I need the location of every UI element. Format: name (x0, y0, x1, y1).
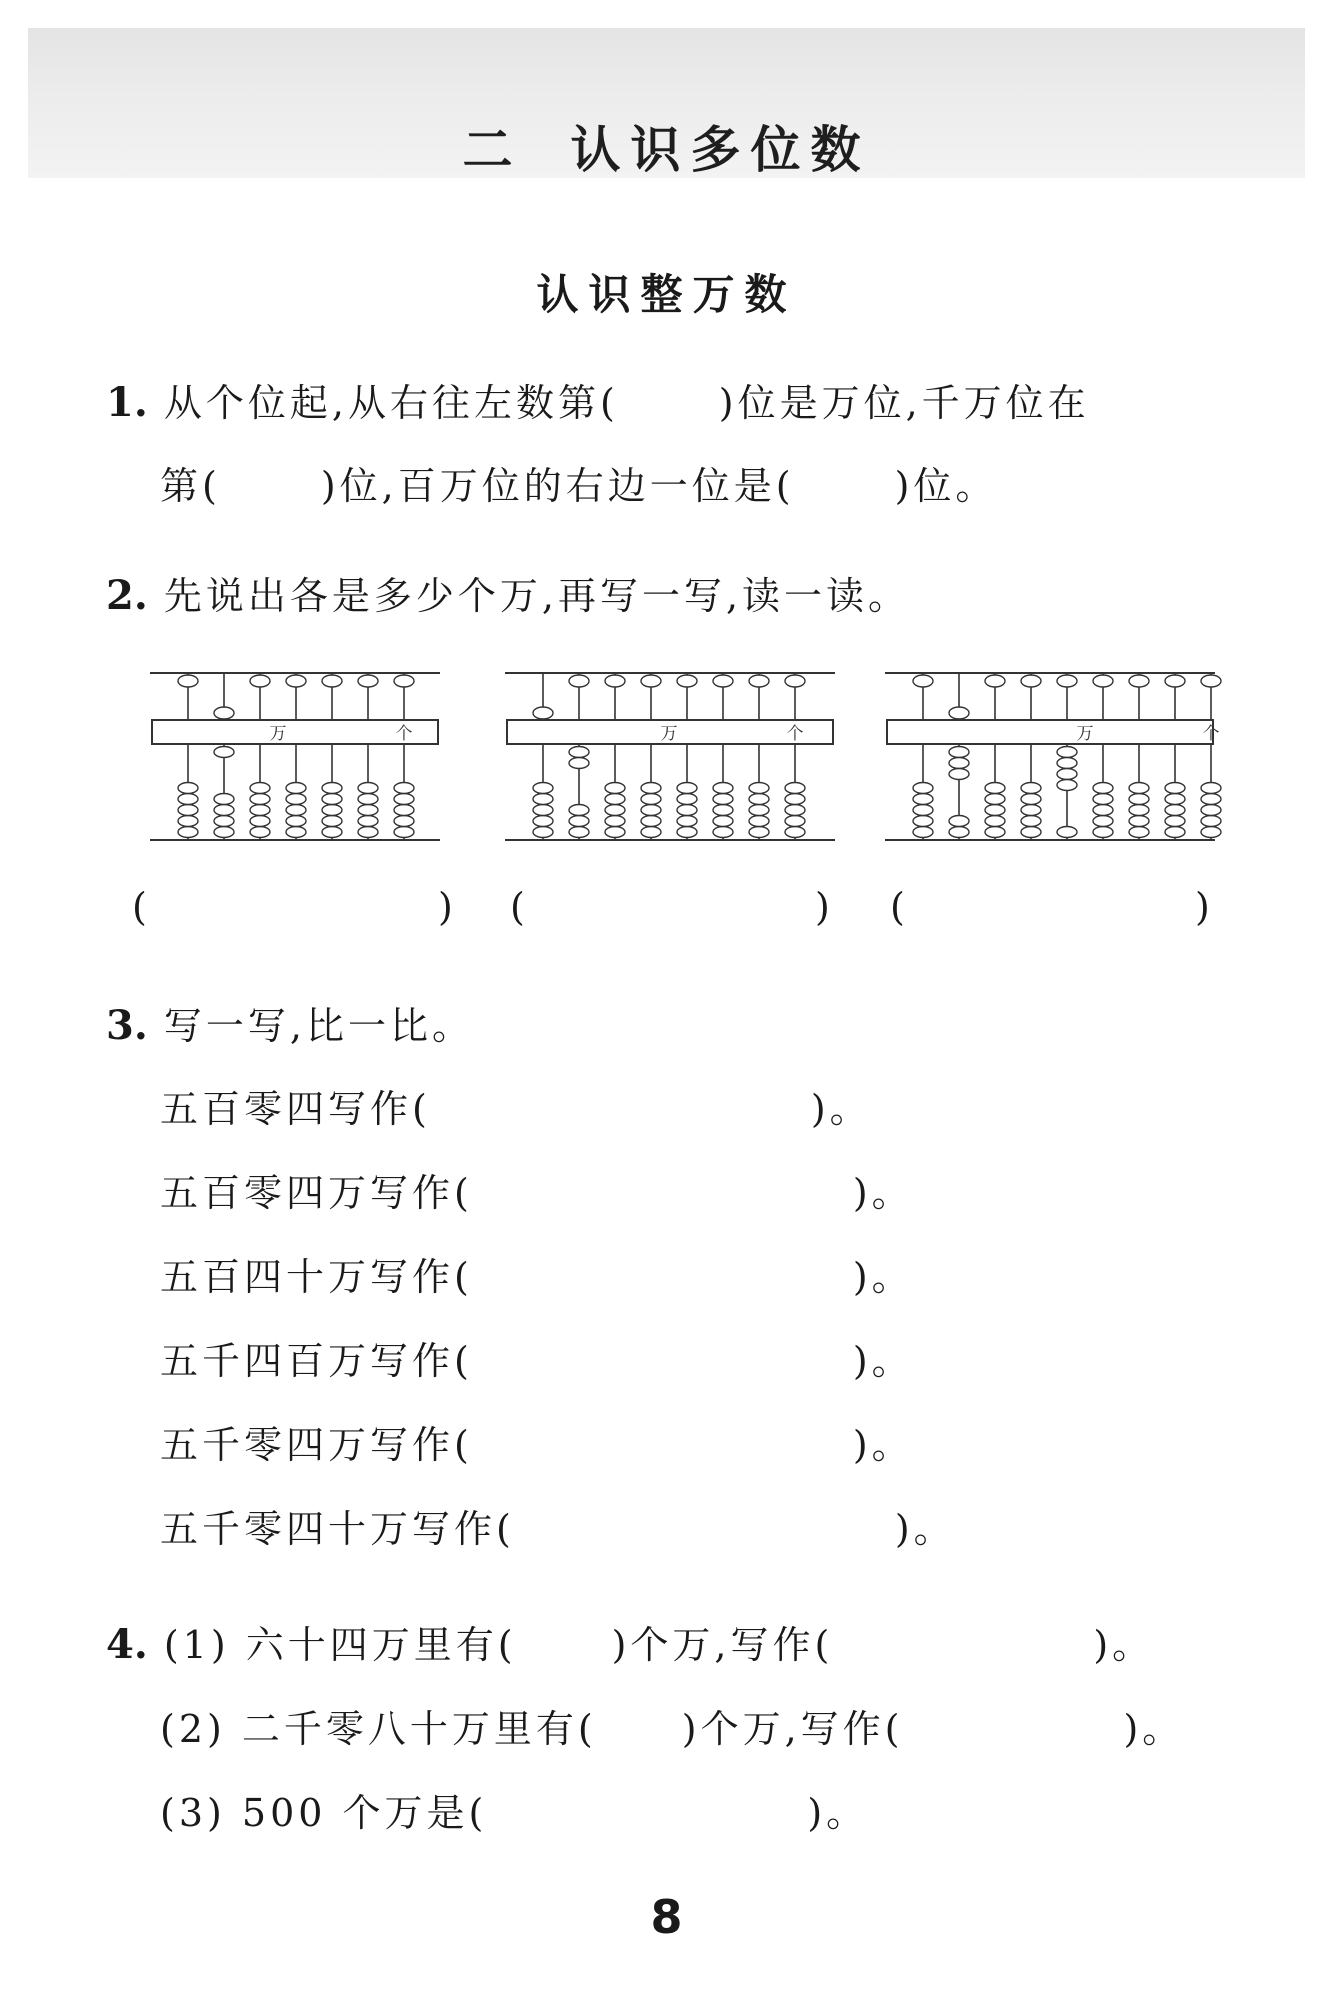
abacus-upper-bead (641, 675, 661, 687)
abacus-lower-bead-down (1129, 794, 1149, 805)
q3-item-6-text: 五千零四十万写作( (160, 1507, 515, 1551)
abacus-lower-bead-down (605, 816, 625, 827)
q3-line (106, 995, 474, 1050)
abacus-lower-bead-down (214, 816, 234, 827)
q4-item-3-text-a: 500 个万是( (241, 1791, 488, 1835)
abacus-lower-bead-down (1021, 783, 1041, 794)
abacus-lower-bead-down (214, 805, 234, 816)
abacus-lower-bead-up (949, 747, 969, 758)
abacus-beam (887, 720, 1213, 744)
abacus-lower-bead-down (713, 805, 733, 816)
abacus-lower-bead-down (713, 816, 733, 827)
abacus-lower-bead-down (749, 805, 769, 816)
abacus-lower-bead-down (949, 827, 969, 838)
abacus-upper-bead (1021, 675, 1041, 687)
q3-item-1-close: )。 (810, 1087, 872, 1131)
abacus-upper-bead (1057, 675, 1077, 687)
q3-item-6-close: )。 (894, 1507, 956, 1551)
abacus-lower-bead-down (985, 783, 1005, 794)
q3-item-4-text: 五千四百万写作( (160, 1339, 473, 1383)
abacus-lower-bead-down (394, 794, 414, 805)
q1-text-c: 第( (160, 464, 221, 508)
abacus-label-wan: 万 (1076, 724, 1094, 744)
abacus-lower-bead-down (358, 783, 378, 794)
q1-text-e: )位。 (894, 464, 998, 508)
abacus-lower-bead-down (785, 783, 805, 794)
abacus-lower-bead-down (358, 805, 378, 816)
abacus-lower-bead-down (178, 827, 198, 838)
abacus-lower-bead-down (322, 805, 342, 816)
abacus-lower-bead-down (913, 794, 933, 805)
abacus-lower-bead-down (1057, 827, 1077, 838)
q1-line2 (160, 455, 997, 510)
q4-item-2-label: (2) (160, 1707, 226, 1751)
abacus-upper-bead (913, 675, 933, 687)
chapter-title (0, 110, 1333, 182)
abacus-lower-bead-down (533, 827, 553, 838)
abacus-lower-bead-down (322, 783, 342, 794)
abacus-lower-bead-down (913, 783, 933, 794)
abacus-upper-bead (985, 675, 1005, 687)
abacus-label-ge: 个 (786, 724, 804, 744)
q4-item-3-label: (3) (160, 1791, 226, 1835)
abacus-upper-bead (1093, 675, 1113, 687)
q4-item-2-text-b: )个万,写作( (681, 1707, 904, 1751)
abacus-2 (505, 670, 835, 845)
abacus-lower-bead-down (1093, 827, 1113, 838)
abacus-lower-bead-down (1201, 827, 1221, 838)
abacus-lower-bead-down (713, 794, 733, 805)
abacus-upper-bead (785, 675, 805, 687)
q2-text: 先说出各是多少个万,再写一写,读一读。 (163, 574, 911, 618)
abacus-lower-bead-up (1057, 758, 1077, 769)
abacus-lower-bead-down (1093, 794, 1113, 805)
abacus-lower-bead-down (1021, 827, 1041, 838)
abacus-upper-bead (286, 675, 306, 687)
abacus-lower-bead-down (913, 816, 933, 827)
q4-item-1-text-a: 六十四万里有( (245, 1623, 517, 1667)
abacus-lower-bead-down (322, 816, 342, 827)
abacus-lower-bead-down (178, 783, 198, 794)
abacus-upper-bead (1165, 675, 1185, 687)
abacus-lower-bead-down (394, 816, 414, 827)
abacus-lower-bead-down (1093, 805, 1113, 816)
q3-text: 写一写,比一比。 (163, 1004, 474, 1048)
abacus-lower-bead-down (533, 816, 553, 827)
abacus-lower-bead-down (1201, 805, 1221, 816)
abacus-lower-bead-down (214, 794, 234, 805)
abacus-lower-bead-up (569, 758, 589, 769)
q3-item-4 (160, 1330, 914, 1385)
abacus-lower-bead-up (949, 769, 969, 780)
abacus-lower-bead-down (178, 816, 198, 827)
abacus-lower-bead-down (913, 827, 933, 838)
abacus-lower-bead-down (358, 816, 378, 827)
q1-number: 1. (106, 379, 148, 426)
abacus-lower-bead-down (322, 827, 342, 838)
abacus-lower-bead-down (605, 794, 625, 805)
q4-number: 4. (106, 1621, 148, 1668)
abacus-upper-bead (394, 675, 414, 687)
abacus-lower-bead-down (641, 783, 661, 794)
abacus-lower-bead-down (569, 827, 589, 838)
q2-bracket-close-1: ) (438, 885, 453, 929)
q3-item-2-text: 五百零四万写作( (160, 1171, 473, 1215)
abacus-label-ge: 个 (1202, 724, 1220, 744)
q3-item-5-text: 五千零四万写作( (160, 1423, 473, 1467)
abacus-lower-bead-down (286, 794, 306, 805)
abacus-lower-bead-down (713, 783, 733, 794)
abacus-lower-bead-down (605, 805, 625, 816)
abacus-lower-bead-down (749, 794, 769, 805)
abacus-lower-bead-down (569, 816, 589, 827)
q4-item-1-text-b: )个万,写作( (611, 1623, 834, 1667)
abacus-3 (885, 670, 1220, 845)
abacus-lower-bead-down (1093, 783, 1113, 794)
q3-item-2 (160, 1162, 914, 1217)
abacus-lower-bead-down (394, 805, 414, 816)
q1-text-a: 从个位起,从右往左数第( (163, 381, 619, 425)
abacus-upper-bead (322, 675, 342, 687)
q3-number: 3. (106, 1002, 148, 1049)
abacus-lower-bead-down (358, 794, 378, 805)
abacus-lower-bead-down (1165, 794, 1185, 805)
abacus-lower-bead-down (569, 805, 589, 816)
abacus-lower-bead-down (394, 783, 414, 794)
q3-item-5 (160, 1414, 914, 1469)
q3-item-3 (160, 1246, 914, 1301)
abacus-lower-bead-down (358, 827, 378, 838)
abacus-lower-bead-down (214, 827, 234, 838)
q3-item-3-text: 五百四十万写作( (160, 1255, 473, 1299)
abacus-lower-bead-down (322, 794, 342, 805)
abacus-upper-bead (949, 707, 969, 719)
abacus-lower-bead-down (1129, 816, 1149, 827)
abacus-lower-bead-down (641, 805, 661, 816)
abacus-label-ge: 个 (395, 724, 413, 744)
q3-item-4-close: )。 (852, 1339, 914, 1383)
abacus-lower-bead-down (178, 794, 198, 805)
abacus-lower-bead-down (1165, 805, 1185, 816)
chapter-number: 二 (462, 121, 523, 179)
q1-text-b: )位是万位,千万位在 (718, 381, 1090, 425)
abacus-upper-bead (250, 675, 270, 687)
abacus-lower-bead-down (677, 783, 697, 794)
q3-item-3-close: )。 (852, 1255, 914, 1299)
abacus-lower-bead-down (1129, 827, 1149, 838)
q2-bracket-open-2: ( (510, 885, 525, 929)
abacus-lower-bead-down (1093, 816, 1113, 827)
abacus-lower-bead-down (250, 783, 270, 794)
q3-item-2-close: )。 (852, 1171, 914, 1215)
abacus-upper-bead (214, 707, 234, 719)
q4-item-1-label: (1) (163, 1623, 230, 1667)
abacus-lower-bead-down (533, 794, 553, 805)
abacus-lower-bead-down (286, 805, 306, 816)
abacus-lower-bead-up (1057, 747, 1077, 758)
q3-item-1 (160, 1078, 872, 1133)
q3-item-6 (160, 1498, 956, 1553)
abacus-lower-bead-down (1165, 816, 1185, 827)
abacus-upper-bead (1129, 675, 1149, 687)
q1-text-d: )位,百万位的右边一位是( (320, 464, 795, 508)
abacus-lower-bead-down (1021, 816, 1041, 827)
abacus-lower-bead-up (1057, 769, 1077, 780)
abacus-upper-bead (677, 675, 697, 687)
q2-number: 2. (106, 572, 148, 619)
q4-item-2-text-a: 二千零八十万里有( (241, 1707, 597, 1751)
abacus-lower-bead-up (569, 747, 589, 758)
abacus-label-wan: 万 (660, 724, 678, 744)
abacus-lower-bead-down (785, 805, 805, 816)
abacus-lower-bead-down (749, 816, 769, 827)
abacus-lower-bead-down (677, 827, 697, 838)
abacus-label-wan: 万 (269, 724, 287, 744)
abacus-lower-bead-down (1021, 794, 1041, 805)
q1-line1 (106, 372, 1090, 427)
abacus-upper-bead (569, 675, 589, 687)
abacus-lower-bead-down (1129, 805, 1149, 816)
section-title: 认识整万数 (536, 270, 797, 319)
q3-item-5-close: )。 (852, 1423, 914, 1467)
abacus-lower-bead-down (749, 827, 769, 838)
q2-bracket-open-1: ( (132, 885, 147, 929)
abacus-upper-bead (533, 707, 553, 719)
abacus-lower-bead-down (677, 794, 697, 805)
abacus-lower-bead-down (1201, 783, 1221, 794)
q4-item-3-text-c: )。 (807, 1791, 869, 1835)
q4-item-2 (160, 1698, 1184, 1753)
q4-item-1 (106, 1614, 1154, 1669)
abacus-lower-bead-down (949, 816, 969, 827)
abacus-lower-bead-down (641, 794, 661, 805)
abacus-lower-bead-down (394, 827, 414, 838)
abacus-lower-bead-down (250, 794, 270, 805)
abacus-lower-bead-down (250, 805, 270, 816)
chapter-name: 认识多位数 (570, 121, 871, 179)
abacus-lower-bead-down (677, 805, 697, 816)
abacus-lower-bead-down (1129, 783, 1149, 794)
abacus-lower-bead-down (286, 827, 306, 838)
abacus-lower-bead-down (785, 827, 805, 838)
page-number: 8 (650, 1890, 683, 1944)
abacus-upper-bead (749, 675, 769, 687)
abacus-1 (150, 670, 440, 845)
abacus-lower-bead-down (605, 827, 625, 838)
q2-bracket-close-2: ) (815, 885, 830, 929)
abacus-lower-bead-down (985, 827, 1005, 838)
abacus-upper-bead (358, 675, 378, 687)
abacus-lower-bead-down (533, 783, 553, 794)
abacus-lower-bead-down (713, 827, 733, 838)
abacus-lower-bead-down (749, 783, 769, 794)
q4-item-2-text-c: )。 (1123, 1707, 1185, 1751)
abacus-lower-bead-down (1021, 805, 1041, 816)
abacus-lower-bead-down (985, 805, 1005, 816)
abacus-lower-bead-up (949, 758, 969, 769)
q3-item-1-text: 五百零四写作( (160, 1087, 431, 1131)
q4-item-1-text-c: )。 (1093, 1623, 1155, 1667)
abacus-lower-bead-down (1201, 816, 1221, 827)
abacus-lower-bead-down (286, 783, 306, 794)
abacus-upper-bead (605, 675, 625, 687)
abacus-lower-bead-down (641, 827, 661, 838)
abacus-lower-bead-down (1165, 783, 1185, 794)
abacus-lower-bead-down (250, 816, 270, 827)
abacus-lower-bead-down (785, 794, 805, 805)
abacus-lower-bead-down (913, 805, 933, 816)
abacus-lower-bead-down (985, 816, 1005, 827)
abacus-lower-bead-down (677, 816, 697, 827)
abacus-lower-bead-down (785, 816, 805, 827)
abacus-lower-bead-down (178, 805, 198, 816)
q2-bracket-close-3: ) (1195, 885, 1210, 929)
abacus-lower-bead-down (605, 783, 625, 794)
abacus-lower-bead-down (533, 805, 553, 816)
abacus-lower-bead-down (286, 816, 306, 827)
abacus-lower-bead-down (641, 816, 661, 827)
q2-line (106, 565, 910, 620)
abacus-lower-bead-up (1057, 780, 1077, 791)
abacus-lower-bead-down (250, 827, 270, 838)
abacus-lower-bead-down (985, 794, 1005, 805)
abacus-upper-bead (1201, 675, 1221, 687)
q4-item-3 (160, 1782, 868, 1837)
abacus-lower-bead-down (1165, 827, 1185, 838)
abacus-lower-bead-down (1201, 794, 1221, 805)
q2-bracket-open-3: ( (890, 885, 905, 929)
abacus-lower-bead-up (214, 747, 234, 758)
abacus-upper-bead (713, 675, 733, 687)
abacus-upper-bead (178, 675, 198, 687)
